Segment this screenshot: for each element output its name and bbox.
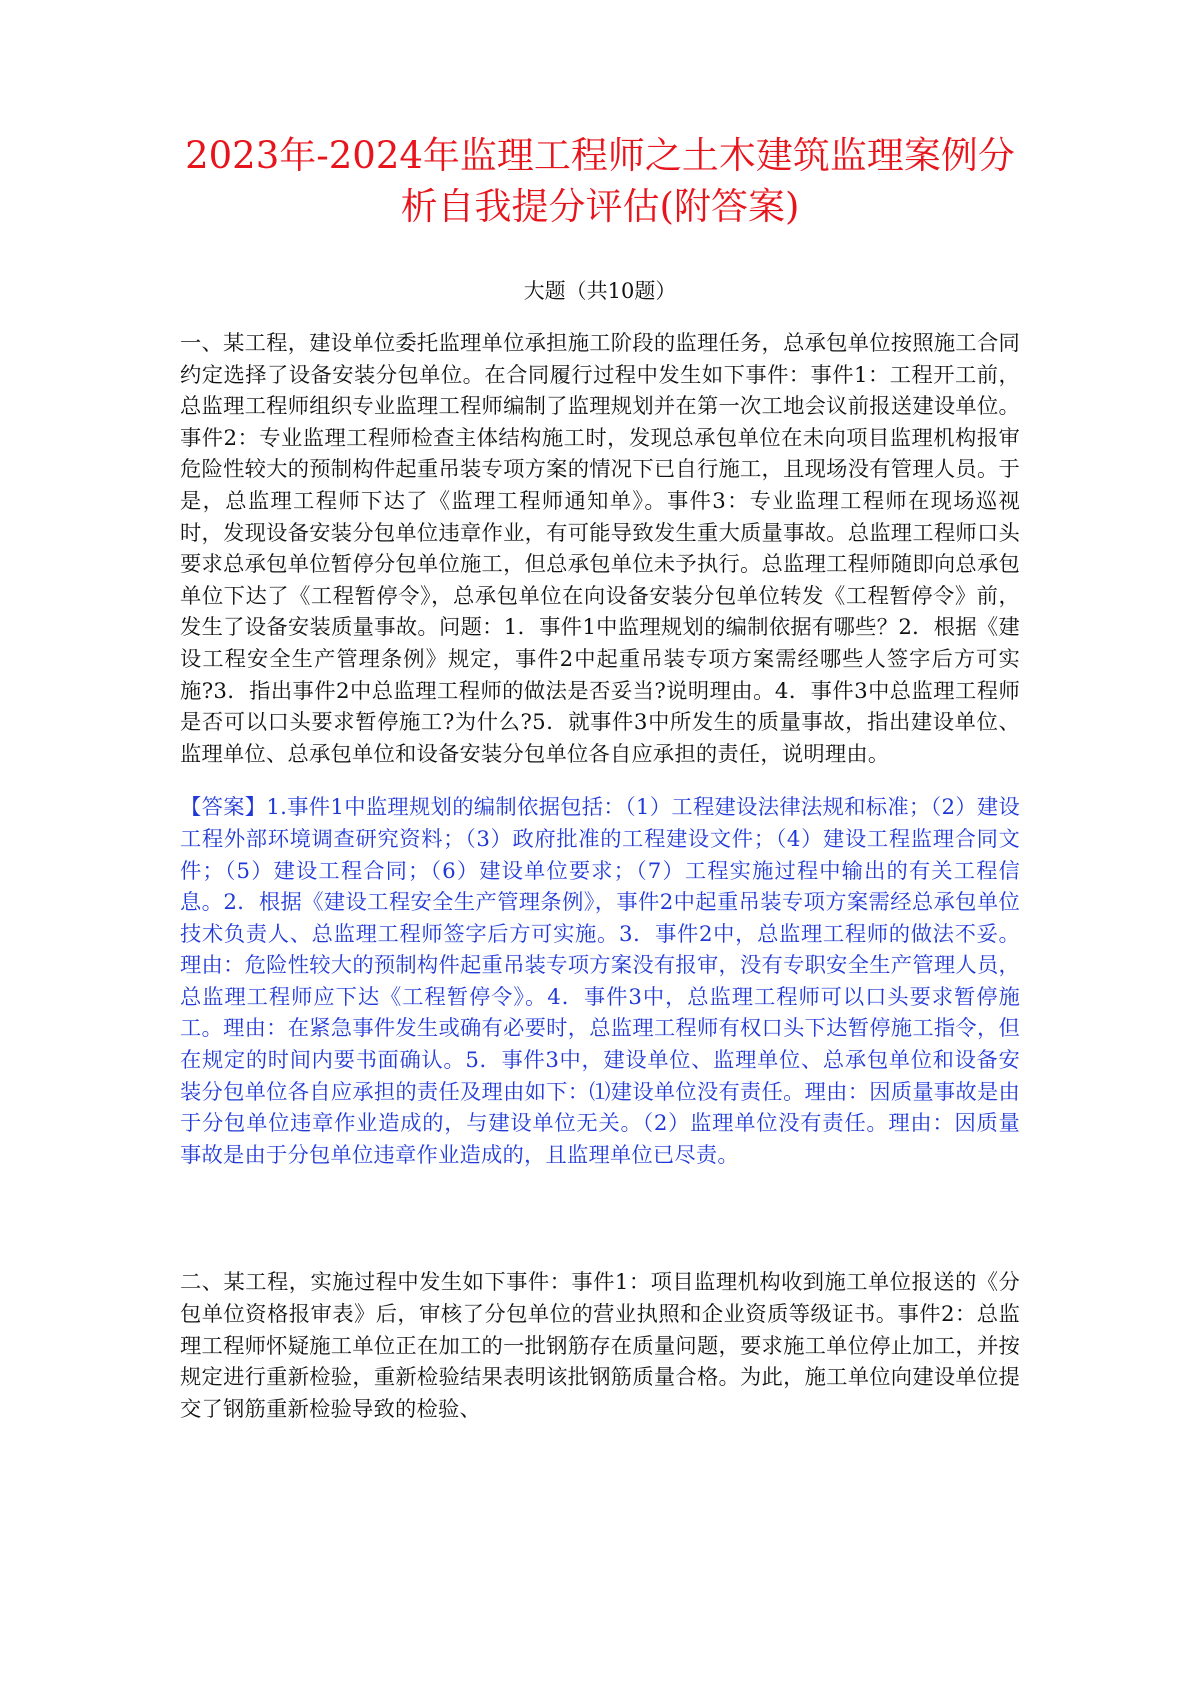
document-title: 2023年-2024年监理工程师之土木建筑监理案例分析自我提分评估(附答案) bbox=[185, 134, 1015, 228]
document-page bbox=[180, 130, 1020, 1425]
question-1-text: 一、某工程，建设单位委托监理单位承担施工阶段的监理任务，总承包单位按照施工合同约定选择了设备安装分包单位。在合同履行过程中发生如下事件：事件1：工程开工前，总监理工程师组织专业监理工程师编制了监理规划并在第一次工地会议前报送建设单位。事件2：专业监理工程师检查主体结构施工时，发现总承包单位在未向项目监理机构报审危险性较大的预制构件起重吊装专项方案的情况下已自行施工，且现场没有管理人员。于是，总监理工程师下达了《监理工程师通知单》。事件3：专业监理工程师在现场巡视时，发现设备安装分包单位违章作业，有可能导致发生重大质量事故。总监理工程师口头要求总承包单位暂停分包单位施工，但总承包单位未予执行。总监理工程师随即向总承包单位下达了《工程暂停令》，总承包单位在向设备安装分包单位转发《工程暂停令》前，发生了设备安装质量事故。问题：1．事件1中监理规划的编制依据有哪些？2．根据《建设工程安全生产管理条例》规定，事件2中起重吊装专项方案需经哪些人签字后方可实施?3．指出事件2中总监理工程师的做法是否妥当?说明理由。4．事件3中总监理工程师是否可以口头要求暂停施工?为什么?5．就事件3中所发生的质量事故，指出建设单位、监理单位、总承包单位和设备安装分包单位各自应承担的责任，说明理由。 bbox=[180, 331, 1020, 767]
question-2-text: 二、某工程，实施过程中发生如下事件：事件1：项目监理机构收到施工单位报送的《分包单位资格报审表》后，审核了分包单位的营业执照和企业资质等级证书。事件2：总监理工程师怀疑施工单位正在加工的一批钢筋存在质量问题，要求施工单位停止加工，并按规定进行重新检验，重新检验结果表明该批钢筋质量合格。为此，施工单位向建设单位提交了钢筋重新检验导致的检验、 bbox=[180, 1270, 1020, 1422]
section-heading: 大题（共10题） bbox=[523, 279, 677, 303]
question-1-answer: 【答案】1.事件1中监理规划的编制依据包括：（1）工程建设法律法规和标准；（2）建设工程外部环境调查研究资料；（3）政府批准的工程建设文件；（4）建设工程监理合同文件；（5）建设工程合同；（6）建设单位要求；（7）工程实施过程中输出的有关工程信息。2．根据《建设工程安全生产管理条例》，事件2中起重吊装专项方案需经总承包单位技术负责人、总监理工程师签字后方可实施。3．事件2中，总监理工程师的做法不妥。理由：危险性较大的预制构件起重吊装专项方案没有报审，没有专职安全生产管理人员，总监理工程师应下达《工程暂停令》。4．事件3中，总监理工程师可以口头要求暂停施工。理由：在紧急事件发生或确有必要时，总监理工程师有权口头下达暂停施工指令，但在规定的时间内要书面确认。5．事件3中，建设单位、监理单位、总承包单位和设备安装分包单位各自应承担的责任及理由如下：⑴建设单位没有责任。理由：因质量事故是由于分包单位违章作业造成的，与建设单位无关。（2）监理单位没有责任。理由：因质量事故是由于分包单位违章作业造成的，且监理单位已尽责。 bbox=[180, 795, 1020, 1168]
